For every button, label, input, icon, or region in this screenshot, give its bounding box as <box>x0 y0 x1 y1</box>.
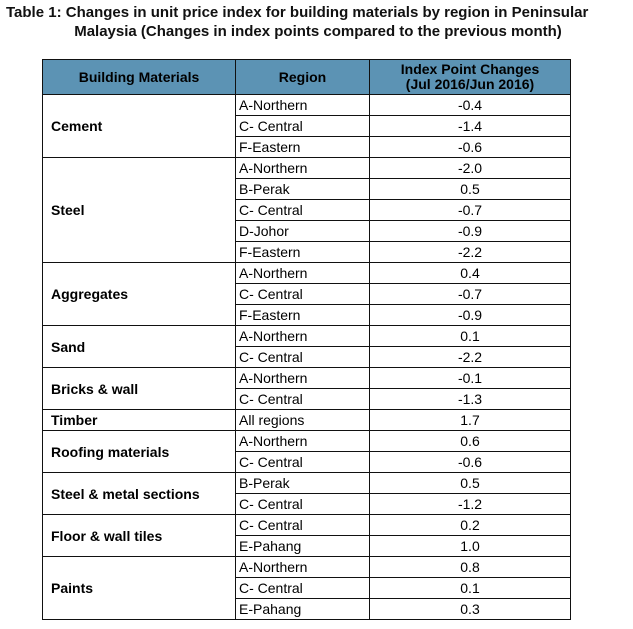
material-cell: Sand <box>43 326 236 368</box>
region-cell: F-Eastern <box>236 242 370 263</box>
index-change-cell: 0.4 <box>370 263 571 284</box>
index-change-cell: -1.2 <box>370 494 571 515</box>
region-cell: E-Pahang <box>236 599 370 620</box>
index-change-cell: 0.1 <box>370 326 571 347</box>
region-cell: A-Northern <box>236 368 370 389</box>
index-change-cell: -0.7 <box>370 284 571 305</box>
material-cell: Cement <box>43 95 236 158</box>
region-cell: C- Central <box>236 578 370 599</box>
index-change-cell: -0.6 <box>370 137 571 158</box>
index-change-cell: 0.1 <box>370 578 571 599</box>
region-cell: A-Northern <box>236 95 370 116</box>
index-change-cell: -2.2 <box>370 242 571 263</box>
region-cell: E-Pahang <box>236 536 370 557</box>
table-row <box>43 263 571 284</box>
region-cell: C- Central <box>236 452 370 473</box>
index-change-cell: -2.0 <box>370 158 571 179</box>
material-cell: Roofing materials <box>43 431 236 473</box>
table-body <box>43 95 571 620</box>
table-row <box>43 431 571 452</box>
region-cell: A-Northern <box>236 158 370 179</box>
index-change-cell: -1.4 <box>370 116 571 137</box>
index-change-cell: -0.1 <box>370 368 571 389</box>
material-cell: Paints <box>43 557 236 620</box>
region-cell: F-Eastern <box>236 137 370 158</box>
region-cell: A-Northern <box>236 431 370 452</box>
region-cell: A-Northern <box>236 326 370 347</box>
header-change-line-2: (Jul 2016/Jun 2016) <box>405 76 535 92</box>
region-cell: C- Central <box>236 200 370 221</box>
header-change-line-1: Index Point Changes <box>400 61 540 77</box>
index-change-cell: 1.0 <box>370 536 571 557</box>
table-title <box>6 3 630 41</box>
table-row <box>43 515 571 536</box>
header-row <box>43 60 571 95</box>
table-title-line-2: Malaysia (Changes in index points compared to the previous month) <box>74 23 562 40</box>
region-cell: A-Northern <box>236 263 370 284</box>
material-cell: Aggregates <box>43 263 236 326</box>
region-cell: C- Central <box>236 515 370 536</box>
table-row <box>43 95 571 116</box>
region-cell: C- Central <box>236 347 370 368</box>
index-change-cell: 0.5 <box>370 179 571 200</box>
region-cell: A-Northern <box>236 557 370 578</box>
region-cell: C- Central <box>236 116 370 137</box>
table-row <box>43 326 571 347</box>
index-change-cell: 0.3 <box>370 599 571 620</box>
index-change-cell: 0.6 <box>370 431 571 452</box>
index-change-cell: -2.2 <box>370 347 571 368</box>
material-cell: Floor & wall tiles <box>43 515 236 557</box>
header-building-materials: Building Materials <box>43 60 236 95</box>
header-index-point-changes <box>370 60 571 95</box>
table-row <box>43 473 571 494</box>
table-row <box>43 158 571 179</box>
region-cell: B-Perak <box>236 179 370 200</box>
index-change-cell: -1.3 <box>370 389 571 410</box>
table-row <box>43 557 571 578</box>
material-cell: Steel <box>43 158 236 263</box>
index-change-cell: 0.2 <box>370 515 571 536</box>
index-change-cell: 0.5 <box>370 473 571 494</box>
index-change-cell: 1.7 <box>370 410 571 431</box>
material-cell: Bricks & wall <box>43 368 236 410</box>
material-cell: Timber <box>43 410 236 431</box>
index-change-cell: -0.9 <box>370 305 571 326</box>
index-change-cell: -0.6 <box>370 452 571 473</box>
index-change-cell: -0.7 <box>370 200 571 221</box>
region-cell: C- Central <box>236 284 370 305</box>
region-cell: C- Central <box>236 494 370 515</box>
region-cell: D-Johor <box>236 221 370 242</box>
region-cell: C- Central <box>236 389 370 410</box>
index-change-cell: 0.8 <box>370 557 571 578</box>
table-row <box>43 410 571 431</box>
region-cell: All regions <box>236 410 370 431</box>
region-cell: F-Eastern <box>236 305 370 326</box>
header-region: Region <box>236 60 370 95</box>
index-change-cell: -0.4 <box>370 95 571 116</box>
material-cell: Steel & metal sections <box>43 473 236 515</box>
region-cell: B-Perak <box>236 473 370 494</box>
index-change-cell: -0.9 <box>370 221 571 242</box>
table-title-line-1: Table 1: Changes in unit price index for building materials by region in Peninsular <box>6 4 589 21</box>
price-index-table <box>42 59 571 620</box>
table-row <box>43 368 571 389</box>
